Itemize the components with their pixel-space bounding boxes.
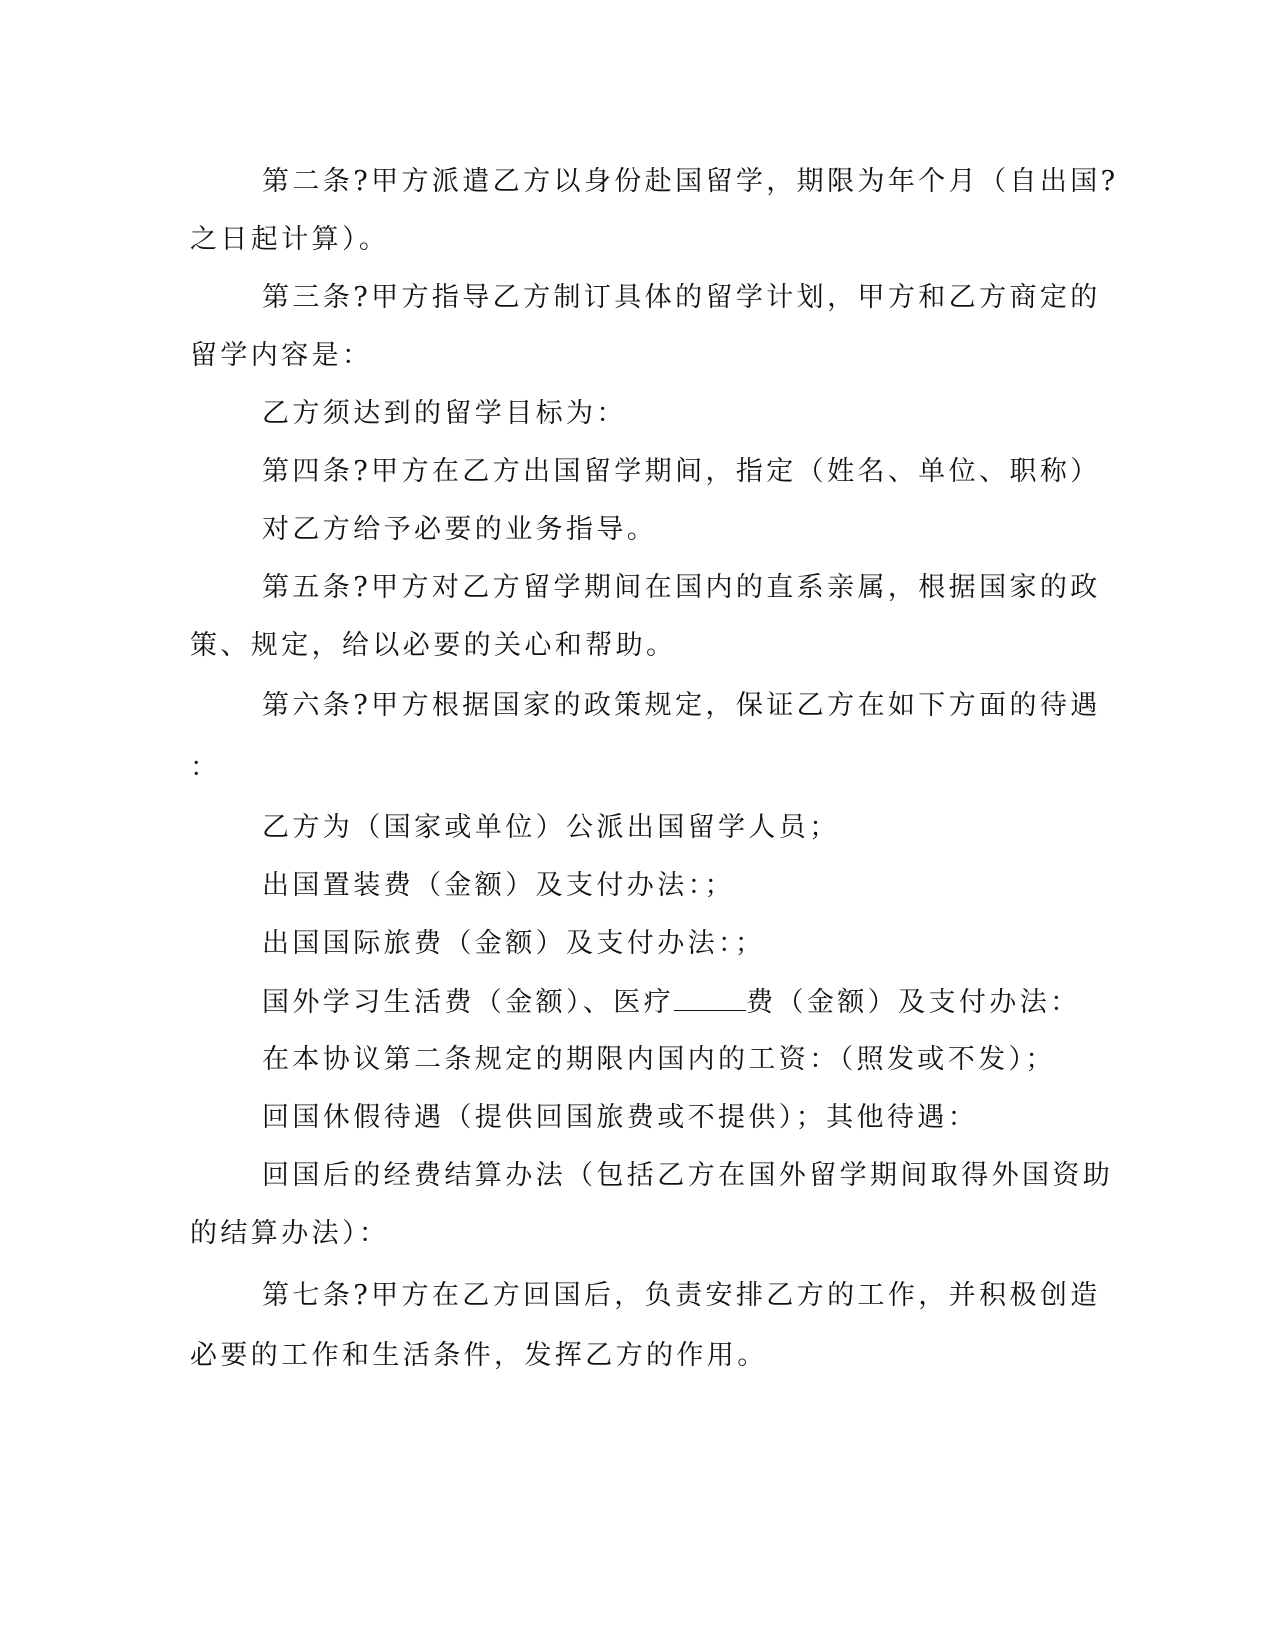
article-2-line-1: 第二条?甲方派遣乙方以身份赴国留学，期限为年个月（自出国? [262,166,1119,197]
article-6-line-1: 第六条?甲方根据国家的政策规定，保证乙方在如下方面的待遇 [262,690,1101,721]
article-7-line-2: 必要的工作和生活条件，发挥乙方的作用。 [190,1340,768,1371]
living-cost-text-2: 费（金额）及支付办法： [746,987,1081,1018]
article-5-line-2: 策、规定，给以必要的关心和帮助。 [190,630,677,661]
benefit-item-living [262,986,1081,1019]
fill-in-blank [674,986,746,1011]
benefit-item-vacation: 回国休假待遇（提供回国旅费或不提供）；其他待遇： [262,1102,979,1133]
settlement-line-1: 回国后的经费结算办法（包括乙方在国外留学期间取得外国资助 [262,1160,1114,1191]
article-4-line-1: 第四条?甲方在乙方出国留学期间，指定（姓名、单位、职称） [262,456,1101,487]
article-6-line-2: ： [190,752,221,783]
article-3-line-1: 第三条?甲方指导乙方制订具体的留学计划，甲方和乙方商定的 [262,282,1101,313]
article-5-line-1: 第五条?甲方对乙方留学期间在国内的直系亲属，根据国家的政 [262,572,1101,603]
study-goal-line: 乙方须达到的留学目标为： [262,398,627,429]
living-cost-text: 国外学习生活费（金额）、医疗 [262,987,675,1018]
article-3-line-2: 留学内容是： [190,340,373,371]
benefit-item-outfit: 出国置装费（金额）及支付办法：； [262,870,735,901]
settlement-line-2: 的结算办法）： [190,1218,390,1249]
benefit-item-status: 乙方为（国家或单位）公派出国留学人员； [262,812,840,843]
article-2-line-2: 之日起计算）。 [190,224,390,255]
article-4-line-2: 对乙方给予必要的业务指导。 [262,514,658,545]
article-7-line-1: 第七条?甲方在乙方回国后，负责安排乙方的工作，并积极创造 [262,1280,1101,1311]
benefit-item-salary: 在本协议第二条规定的期限内国内的工资：（照发或不发）； [262,1044,1056,1075]
benefit-item-travel: 出国国际旅费（金额）及支付办法：； [262,928,766,959]
